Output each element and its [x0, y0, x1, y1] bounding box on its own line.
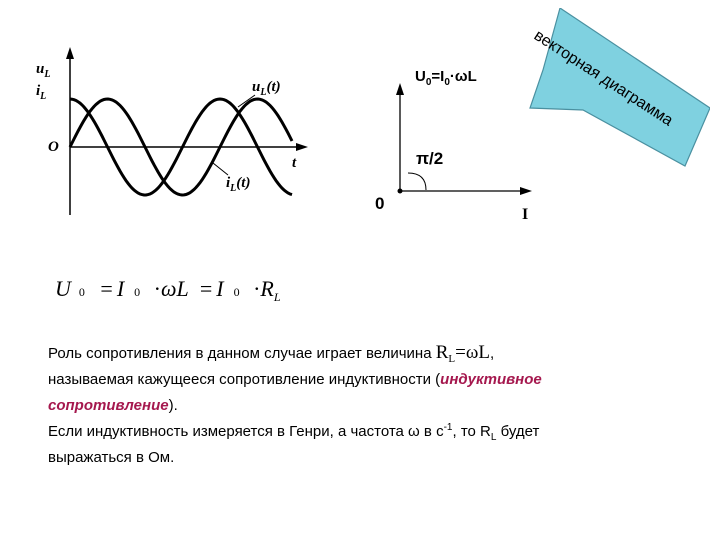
y-axis-arrow [66, 47, 74, 59]
t-label: t [292, 155, 297, 171]
text-line-1: Роль сопротивления в данном случае играет величина $R_L=\omega L$, [48, 342, 495, 365]
t-axis-arrow [296, 143, 308, 151]
angle-arc [408, 173, 426, 190]
emphasis-term-2: сопротивление [48, 397, 169, 414]
u-vector-arrow [396, 83, 404, 95]
i-vector-label: I [522, 206, 529, 223]
text-line-3: сопротивление). [48, 397, 178, 414]
text-line-4: Если индуктивность измеряется в Генри, а частота ω в $с^{-1}$, то $R_L$ будет [48, 422, 540, 443]
i-curve-label: $i_L(t)$ [226, 175, 251, 194]
callout-text: векторная диаграмма [530, 27, 676, 130]
i-label-leader [213, 163, 228, 175]
text-line-2: называемая кажущееся сопротивление индуктивности (индуктивное [48, 371, 542, 388]
emphasis-term: индуктивное [440, 371, 542, 388]
text-line-5: выражаться в Ом. [48, 449, 175, 466]
u-curve-label: $u_L(t)$ [252, 79, 281, 98]
formula [55, 270, 325, 310]
y-label-u: $u_L$ [36, 61, 51, 80]
angle-label: π/2 [416, 149, 444, 168]
formula-text: U 0 = I 0 ·ωL = I 0 $\cdot R_L$ [55, 276, 281, 304]
vector-diagram [360, 55, 540, 225]
origin-label: O [48, 139, 59, 155]
origin-dot [398, 189, 403, 194]
sine-graph [30, 45, 310, 220]
origin-zero: 0 [375, 194, 385, 213]
y-label-i: $i_L$ [36, 83, 47, 102]
explanation-text [48, 340, 668, 471]
u-vector-label: $U_0=I_0\cdot\omega L$ [415, 68, 477, 88]
i-vector-arrow [520, 187, 532, 195]
